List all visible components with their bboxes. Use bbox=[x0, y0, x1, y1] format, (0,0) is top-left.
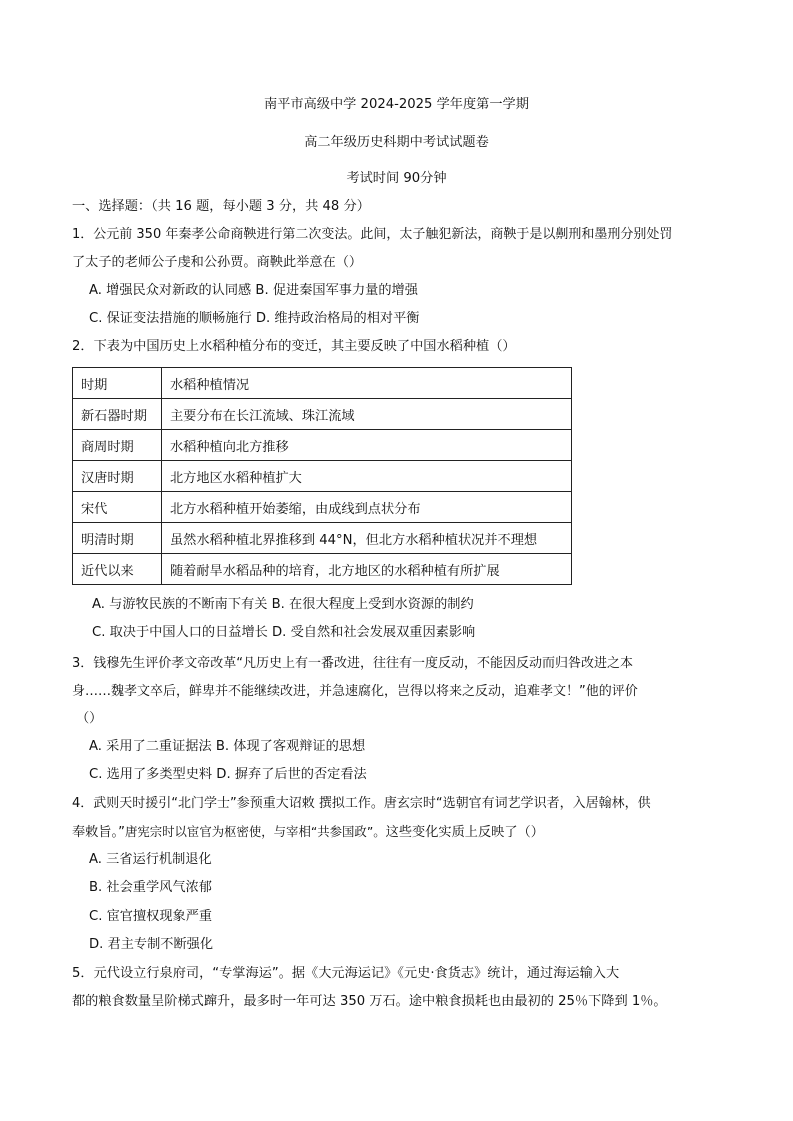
table-row bbox=[73, 554, 572, 585]
table-row bbox=[73, 430, 572, 461]
q2-stem: 2．下表为中国历史上水稻种植分布的变迁，其主要反映了中国水稻种植（） bbox=[72, 339, 516, 354]
q1-options-ab: A. 增强民众对新政的认同感 B. 促进秦国军事力量的增强 bbox=[89, 283, 418, 298]
q4-option-a: A. 三省运行机制退化 bbox=[89, 852, 212, 867]
row-period: 近代以来 bbox=[73, 554, 162, 585]
row-description: 北方地区水稻种植扩大 bbox=[162, 461, 572, 492]
q5-stem-line1: 5．元代设立行泉府司，“专掌海运”。据《大元海运记》《元史·食货志》统计，通过海运输入大 bbox=[72, 966, 620, 981]
q4-stem-line2-b: 唐宪宗时以宦官为枢密使，与宰相“共参国政”。 bbox=[124, 824, 386, 839]
q4-stem-line2-c: 这些变化实质上反映了（） bbox=[385, 825, 544, 840]
q1-stem-line2: 了太子的老师公子虔和公孙贾。商鞅此举意在（） bbox=[72, 255, 363, 270]
q4-option-b: B. 社会重学风气浓郁 bbox=[89, 880, 212, 895]
q4-stem-line2 bbox=[72, 823, 544, 842]
row-description: 虽然水稻种植北界推移到 44°N，但北方水稻种植状况并不理想 bbox=[162, 523, 572, 554]
row-period: 新石器时期 bbox=[73, 399, 162, 430]
header-period: 时期 bbox=[73, 368, 162, 399]
row-period: 明清时期 bbox=[73, 523, 162, 554]
row-description: 北方水稻种植开始萎缩，由成线到点状分布 bbox=[162, 492, 572, 523]
q1-options-cd: C. 保证变法措施的顺畅施行 D. 维持政治格局的相对平衡 bbox=[89, 311, 420, 326]
rice-distribution-table bbox=[72, 367, 572, 585]
q3-stem-line2: 身……魏孝文卒后，鲜卑并不能继续改进，并急速腐化，岂得以将来之反动，追难孝文！”他的评价 bbox=[72, 684, 638, 699]
table-row bbox=[73, 399, 572, 430]
row-period: 汉唐时期 bbox=[73, 461, 162, 492]
q3-stem-line1: 3．钱穆先生评价孝文帝改革“凡历史上有一番改进，往往有一度反动，不能因反动而归咎改进之本 bbox=[72, 656, 634, 671]
q2-options-ab: A. 与游牧民族的不断南下有关 B. 在很大程度上受到水资源的制约 bbox=[92, 597, 474, 612]
table-row bbox=[73, 492, 572, 523]
q2-options-cd: C. 取决于中国人口的日益增长 D. 受自然和社会发展双重因素影响 bbox=[92, 625, 476, 640]
q3-stem-line3: （） bbox=[76, 711, 103, 726]
exam-time: 考试时间 90分钟 bbox=[346, 171, 447, 186]
section-heading: 一、选择题：（共 16 题，每小题 3 分，共 48 分） bbox=[72, 199, 370, 214]
row-description: 水稻种植向北方推移 bbox=[162, 430, 572, 461]
table-row bbox=[73, 523, 572, 554]
row-period: 宋代 bbox=[73, 492, 162, 523]
q3-options-cd: C. 选用了多类型史料 D. 摒弃了后世的否定看法 bbox=[89, 767, 367, 782]
row-description: 主要分布在长江流域、珠江流域 bbox=[162, 399, 572, 430]
q1-stem-line1: 1．公元前 350 年秦孝公命商鞅进行第二次变法。此间，太子触犯新法，商鞅于是以劓刑和墨刑分别处罚 bbox=[72, 227, 673, 242]
q4-option-d: D. 君主专制不断强化 bbox=[89, 937, 214, 952]
q5-stem-line2: 都的粮食数量呈阶梯式蹿升，最多时一年可达 350 万石。途中粮食损耗也由最初的 25％下降到 1％。 bbox=[72, 994, 667, 1009]
row-period: 商周时期 bbox=[73, 430, 162, 461]
row-description: 随着耐旱水稻品种的培育，北方地区的水稻种植有所扩展 bbox=[162, 554, 572, 585]
q4-stem-line2-a: 奉敕旨。” bbox=[72, 825, 125, 840]
q3-options-ab: A. 采用了二重证据法 B. 体现了客观辩证的思想 bbox=[89, 739, 366, 754]
exam-title: 高二年级历史科期中考试试题卷 bbox=[304, 135, 489, 150]
school-title: 南平市高级中学 2024-2025 学年度第一学期 bbox=[264, 97, 529, 112]
q4-stem-line1: 4．武则天时援引“北门学士”参预重大诏敕 撰拟工作。唐玄宗时“选朝官有词艺学识者，入居翰林，供 bbox=[72, 796, 651, 811]
table-row bbox=[73, 461, 572, 492]
q4-option-c: C. 宦官擅权现象严重 bbox=[89, 909, 213, 924]
table-header-row bbox=[73, 368, 572, 399]
header-description: 水稻种植情况 bbox=[162, 368, 572, 399]
